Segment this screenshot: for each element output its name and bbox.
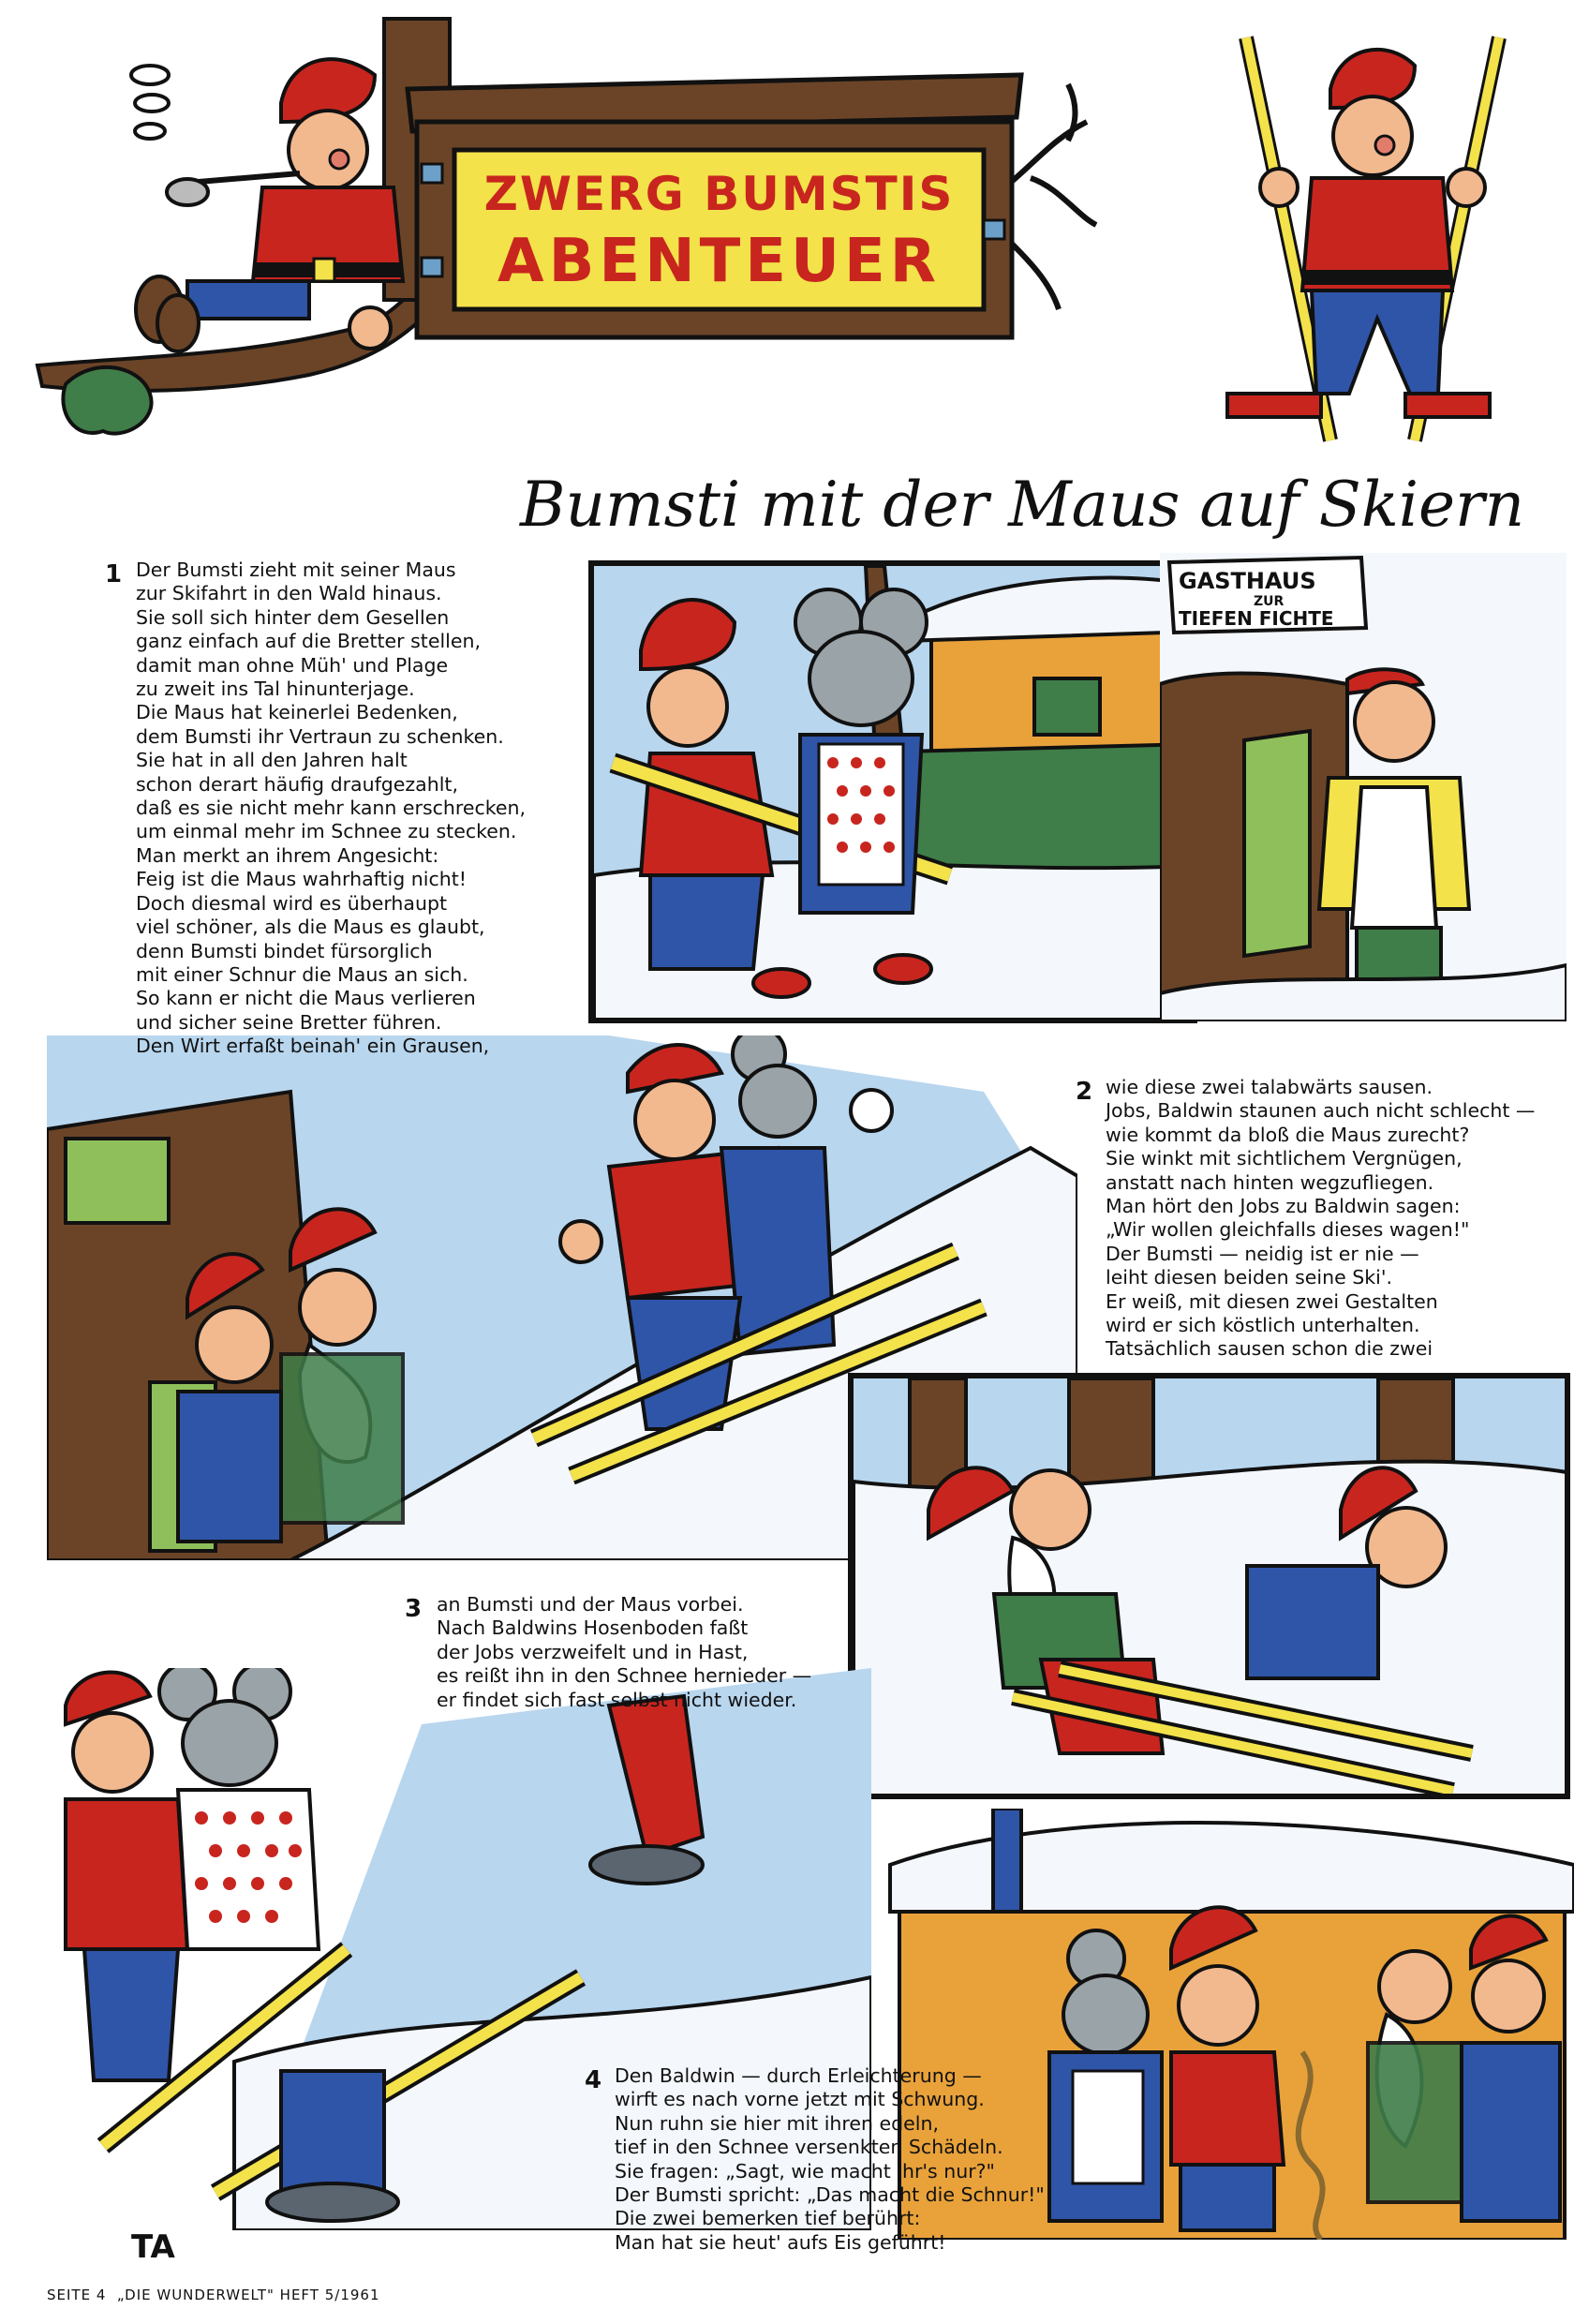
verse-1-number: 1	[105, 560, 123, 588]
panel-1-illustration	[594, 566, 1194, 1020]
verse-2-number: 2	[1076, 1078, 1093, 1106]
story-title: Bumsti mit der Maus auf Skiern	[520, 469, 1525, 541]
gasthaus-sign-line-1: GASTHAUS	[1179, 568, 1316, 594]
gasthaus-sign-line-3: TIEFEN FICHTE	[1179, 607, 1334, 630]
panel-2	[1160, 553, 1567, 1021]
title-line-2: ABENTEUER	[497, 227, 941, 296]
title-sign	[459, 157, 979, 307]
verse-2-text: wie diese zwei talabwärts sausen. Jobs, Baldwin staunen auch nicht schlecht — wie kommt da bloß die Maus zurecht? Sie winkt mit sichtlichem Vergnügen, anstatt nach hinten wegzufliegen. Man hört den Jobs zu Baldwin sagen: „Wir wollen gleichfalls dieses wagen!" Der Bumsti — neidig ist er nie — leiht diesen beiden seine Ski'. Er weiß, mit diesen zwei Gestalten wird er sich köstlich unterhalten. Tatsächlich sausen schon die zwei	[1106, 1076, 1536, 1361]
title-line-1: ZWERG BUMSTIS	[483, 167, 955, 221]
page-footer: SEITE 4 „DIE WUNDERWELT" HEFT 5/1961	[47, 2287, 380, 2303]
verse-3-number: 3	[405, 1595, 423, 1623]
verse-4-text: Den Baldwin — durch Erleichterung — wirft es nach vorne jetzt mit Schwung. Nun ruhn sie hier mit ihren edeln, tief in den Schnee versenkten Schädeln. Sie fragen: „Sagt, wie macht ihr's nur?" Der Bumsti spricht: „Das macht die Schnur!" Die zwei bemerken tief berührt: Man hat sie heut' aufs Eis geführt!	[615, 2064, 1045, 2254]
verse-3-text: an Bumsti und der Maus vorbei. Nach Baldwins Hosenboden faßt der Jobs verzweifelt und in Hast, es reißt ihn in den Schnee hernieder — er findet sich fast selbst nicht wieder.	[437, 1593, 812, 1711]
artist-signature: TA	[131, 2228, 175, 2266]
verse-4-number: 4	[585, 2066, 602, 2094]
panel-4	[848, 1373, 1570, 1799]
gasthaus-sign-line-2: ZUR	[1254, 594, 1285, 609]
panel-4-illustration	[854, 1378, 1567, 1795]
verse-1-text: Der Bumsti zieht mit seiner Maus zur Skifahrt in den Wald hinaus. Sie soll sich hinter dem Gesellen ganz einfach auf die Bretter stellen, damit man ohne Müh' und Plage zu zweit ins Tal hinunterjage. Die Maus hat keinerlei Bedenken, dem Bumsti ihr Vertraun zu schenken. Sie hat in all den Jahren halt schon derart häufig draufgezahlt, daß es sie nicht mehr kann erschrecken, um einmal mehr im Schnee zu stecken. Man merkt an ihrem Angesicht: Feig ist die Maus wahrhaftig nicht! Doch diesmal wird es überhaupt viel schöner, als die Maus es glaubt, denn Bumsti bindet fürsorglich mit einer Schnur die Maus an sich. So kann er nicht die Maus verlieren und sicher seine Bretter führen. Den Wirt erfaßt beinah' ein Grausen,	[136, 559, 527, 1058]
header	[0, 0, 1589, 469]
panel-1	[588, 560, 1197, 1023]
